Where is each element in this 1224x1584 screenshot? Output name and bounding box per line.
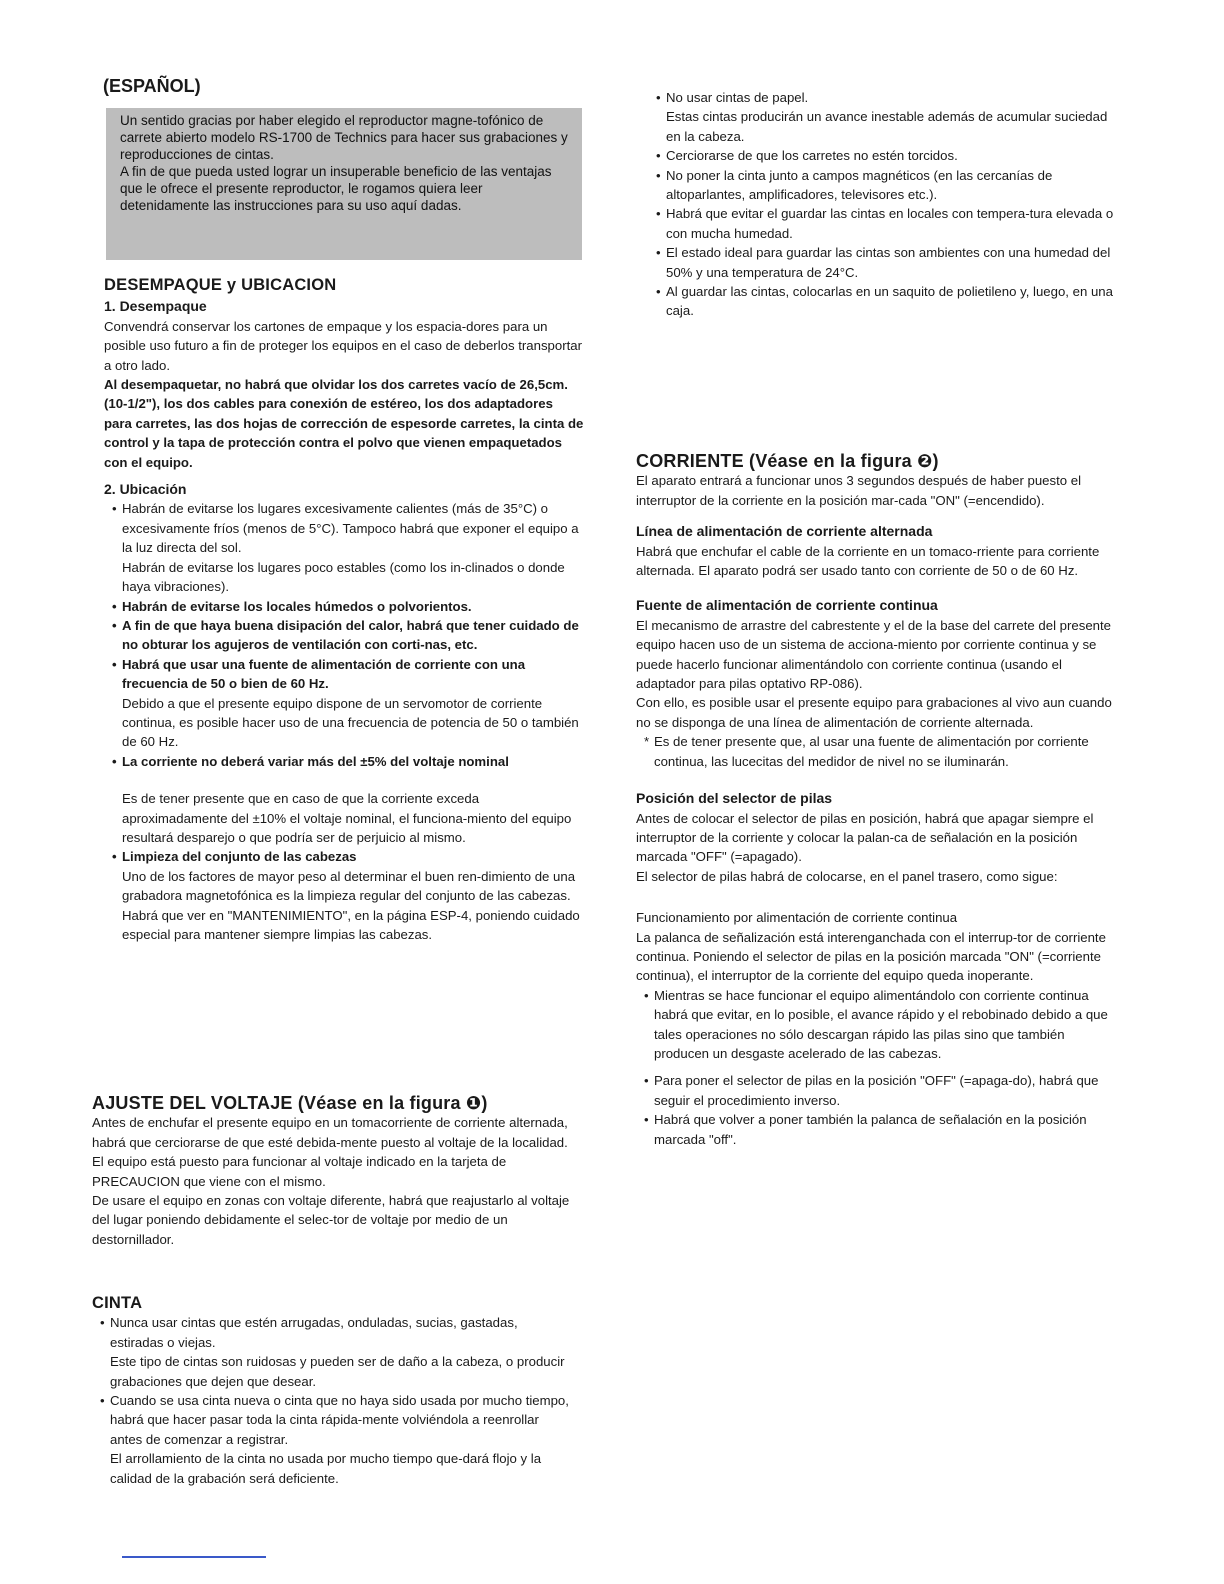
intro-paragraph: A fin de que pueda usted lograr un insuperable beneficio de las ventajas que le ofrece el presente reproductor, le rogamos quiera leer detenidamente las instrucciones para su uso aquí dadas. xyxy=(120,164,552,213)
subsection-title: Posición del selector de pilas xyxy=(636,790,833,807)
bullet-item: • A fin de que haya buena disipación del calor, habrá que tener cuidado de no obturar los agujeros de ventilación con corti-nas, etc. xyxy=(104,616,584,655)
paragraph: Al desempaquetar, no habrá que olvidar los dos carretes vacío de 26,5cm. (10-1/2"), los dos cables para conexión de estéreo, los dos adaptadores para carretes, las dos hojas de corrección de espesorde carretes, la cinta de control y la tapa de protección contra el polvo que vienen empaquetados con el equipo. xyxy=(104,377,584,470)
bullet-item: • Al guardar las cintas, colocarlas en un saquito de polietileno y, luego, en una caja. xyxy=(648,282,1122,321)
cinta-continued xyxy=(648,88,1122,321)
bullet-continuation: Este tipo de cintas son ruidosas y pueden ser de daño a la cabeza, o producir grabaciones que dejen que desear. xyxy=(110,1354,565,1389)
section-title: CINTA xyxy=(92,1294,143,1312)
bullet-item: • No usar cintas de papel. xyxy=(648,88,1122,107)
bullet-item: • Limpieza del conjunto de las cabezas xyxy=(104,847,584,866)
bullet-item: • Habrán de evitarse los locales húmedos o polvorientos. xyxy=(104,597,584,616)
intro-paragraph: Un sentido gracias por haber elegido el reproductor magne-tofónico de carrete abierto modelo RS-1700 de Technics para hacer sus grabaciones y reproducciones de cintas. xyxy=(120,113,568,162)
bullet-item: • Mientras se hace funcionar el equipo alimentándolo con corriente continua habrá que evitar, en lo posible, el avance rápido y el rebobinado debido a que tales operaciones no sólo descargan rápido las pilas sino que también producen un desgaste acelerado de las cabezas. xyxy=(636,986,1120,1064)
cinta-section xyxy=(92,1294,574,1488)
bullet-item: • La corriente no deberá variar más del ±5% del voltaje nominal xyxy=(104,752,584,771)
bullet-item: • Habrá que volver a poner también la palanca de señalación en la posición marcada "off". xyxy=(636,1110,1120,1149)
bullet-continuation: Es de tener presente que en caso de que la corriente exceda aproximadamente del ±10% el voltaje nominal, el funciona-miento del equipo resultará desparejo o que podría ser de perjuicio al mismo. xyxy=(122,791,572,845)
bullet-item: • Habrá que usar una fuente de alimentación de corriente con una frecuencia de 50 o bien de 60 Hz. xyxy=(104,655,584,694)
footer-rule xyxy=(122,1556,266,1558)
bullet-continuation: Estas cintas producirán un avance inestable además de acumular suciedad en la cabeza. xyxy=(666,109,1108,144)
section-title: CORRIENTE (Véase en la figura ❷) xyxy=(636,451,939,471)
paragraph: Antes de enchufar el presente equipo en un tomacorriente de corriente alternada, habrá que cerciorarse de que esté debida-mente puesto al voltaje de la localidad. xyxy=(92,1115,568,1150)
paragraph: Convendrá conservar los cartones de empaque y los espacia-dores para un posible uso futuro a fin de proteger los equipos en el caso de deberlos transportar a otro lado. xyxy=(104,318,582,373)
subsection-title: 2. Ubicación xyxy=(104,481,187,498)
bullet-item: • Nunca usar cintas que estén arrugadas, onduladas, sucias, gastadas, estiradas o viejas. xyxy=(92,1313,574,1352)
paragraph: El selector de pilas habrá de colocarse, en el panel trasero, como sigue: xyxy=(636,868,1058,884)
subsection-title: Línea de alimentación de corriente alternada xyxy=(636,523,933,540)
bullet-continuation: Uno de los factores de mayor peso al determinar el buen ren-dimiento de una grabadora magnetofónica es la limpieza regular del conjunto de las cabezas. Habrá que ver en "MANTENIMIENTO", en la página ESP-4, poniendo cuidado especial para mantener siempre limpias las cabezas. xyxy=(122,868,580,942)
bullet-item: • El estado ideal para guardar las cintas son ambientes con una humedad del 50% y una temperatura de 24°C. xyxy=(648,243,1122,282)
bullet-item: • Cerciorarse de que los carretes no estén torcidos. xyxy=(648,146,1122,165)
bullet-item: • Habrán de evitarse los lugares excesivamente calientes (más de 35°C) o excesivamente fríos (menos de 5°C). Tampoco habrá que exponer el equipo a la luz directa del sol. xyxy=(104,499,584,557)
bullet-item: • Cuando se usa cinta nueva o cinta que no haya sido usada por mucho tiempo, habrá que hacer pasar toda la cinta rápida-mente volviéndola a reenrollar antes de comenzar a registrar. xyxy=(92,1391,574,1449)
section-title: AJUSTE DEL VOLTAJE (Véase en la figura ❶) xyxy=(92,1093,488,1113)
paragraph: El equipo está puesto para funcionar al voltaje indicado en la tarjeta de PRECAUCION que viene con el mismo. xyxy=(92,1154,507,1189)
paragraph: El mecanismo de arrastre del cabrestente y el de la base del carrete del presente equipo hacen uso de un sistema de acciona-miento por corriente continua y se puede hacerlo funcionar alimentándolo con corriente continua (usando el adaptador para pilas optativo RP-086). xyxy=(636,617,1112,692)
bullet-continuation: Habrán de evitarse los lugares poco estables (como los in-clinados o donde haya vibraciones). xyxy=(122,559,565,595)
desempaque-section xyxy=(104,276,584,944)
ajuste-section xyxy=(92,1094,574,1249)
paragraph: De usare el equipo en zonas con voltaje diferente, habrá que reajustarlo al voltaje del lugar poniendo debidamente el selec-tor de voltaje por medio de un destornillador. xyxy=(92,1193,570,1247)
corriente-section xyxy=(636,452,1120,1149)
bullet-item: • No poner la cinta junto a campos magnéticos (en las cercanías de altoparlantes, amplificadores, televisores etc.). xyxy=(648,166,1122,205)
subsection-title: Fuente de alimentación de corriente continua xyxy=(636,597,938,614)
bullet-continuation: Debido a que el presente equipo dispone de un servomotor de corriente continua, es posible hacer uso de una frecuencia de potencia de 50 o también de 60 Hz. xyxy=(122,695,579,750)
paragraph: Habrá que enchufar el cable de la corriente en un tomaco-rriente para corriente alternada. El aparato podrá ser usado tanto con corriente de 50 o de 60 Hz. xyxy=(636,543,1100,579)
section-title: DESEMPAQUE y UBICACION xyxy=(104,276,337,294)
paragraph: Antes de colocar el selector de pilas en posición, habrá que apagar siempre el interruptor de la corriente y colocar la palan-ca de señalación en la posición marcada "OFF" (=apagado). xyxy=(636,810,1094,865)
bullet-item: • Para poner el selector de pilas en la posición "OFF" (=apaga-do), habrá que seguir el procedimiento inverso. xyxy=(636,1071,1120,1110)
paragraph: La palanca de señalización está interenganchada con el interrup-tor de corriente continua. Poniendo el selector de pilas en la posición marcada "ON" (=corriente continua), el interruptor de la corriente del equipo queda inoperante. xyxy=(636,929,1106,984)
subsection-title: Funcionamiento por alimentación de corriente continua xyxy=(636,910,958,926)
paragraph: El aparato entrará a funcionar unos 3 segundos después de haber puesto el interruptor de la corriente en la posición mar-cada "ON" (=encendido). xyxy=(636,473,1082,508)
language-heading: (ESPAÑOL) xyxy=(103,76,201,96)
subsection-title: 1. Desempaque xyxy=(104,298,207,315)
bullet-item: • Habrá que evitar el guardar las cintas en locales con tempera-tura elevada o con mucha humedad. xyxy=(648,204,1122,243)
bullet-continuation: El arrollamiento de la cinta no usada por mucho tiempo que-dará flojo y la calidad de la grabación será deficiente. xyxy=(110,1451,542,1486)
intro-box xyxy=(106,108,582,260)
paragraph: Con ello, es posible usar el presente equipo para grabaciones al vivo aun cuando no se disponga de una línea de alimentación de corriente alternada. xyxy=(636,695,1112,730)
note-item: * Es de tener presente que, al usar una fuente de alimentación por corriente continua, las lucecitas del medidor de nivel no se iluminarán. xyxy=(636,732,1120,771)
